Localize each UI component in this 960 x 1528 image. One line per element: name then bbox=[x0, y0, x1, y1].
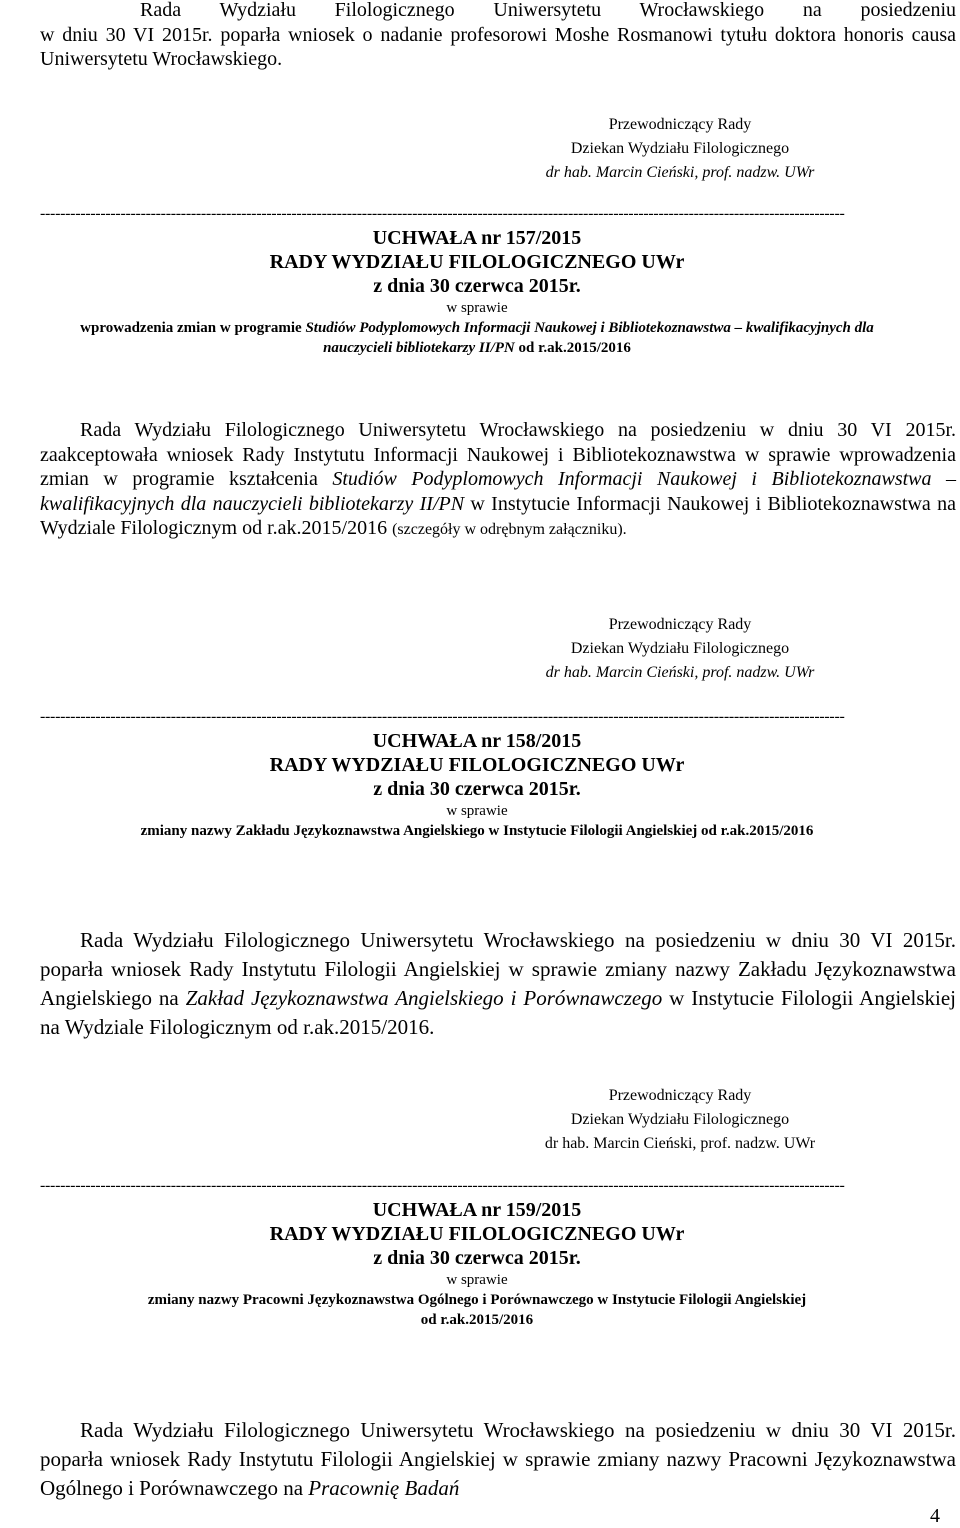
resolution-subject-cont: od r.ak.2015/2016 bbox=[420, 1312, 534, 1328]
resolution-number: UCHWAŁA nr 159/2015 bbox=[372, 1199, 582, 1221]
signature-name: dr hab. Marcin Cieński, prof. nadzw. UWr bbox=[545, 664, 815, 681]
council-name: RADY WYDZIAŁU FILOLOGICZNEGO UWr bbox=[269, 251, 685, 273]
resolution-number: UCHWAŁA nr 157/2015 bbox=[372, 227, 582, 249]
resolution-subject: wprowadzenia zmian w programie Studiów Podyplomowych Informacji Naukowej i Bibliotekoznawstwa – kwalifikacyjnych dla nauczycieli bibliotekarzy II/PN od r.ak.2015/2016 bbox=[80, 320, 874, 356]
in-case-label: w sprawie bbox=[446, 1272, 508, 1288]
intro-text-cont: w dniu 30 VI 2015r. poparła wniosek o nadanie profesorowi Moshe Rosmanowi tytułu doktora honoris causa Uniwersytetu Wrocławskiego. bbox=[40, 23, 956, 70]
resolution-157-header bbox=[40, 226, 914, 358]
resolution-158-body bbox=[40, 926, 956, 1042]
resolution-159-body bbox=[40, 1416, 956, 1503]
intro-paragraph bbox=[40, 0, 956, 72]
signature-block bbox=[500, 613, 860, 685]
resolution-158-text: Rada Wydziału Filologicznego Uniwersytetu Wrocławskiego na posiedzeniu w dniu 30 VI 2015r. poparła wniosek Rady Instytutu Filologii Angielskiej w sprawie zmiany nazwy Zakładu Językoznawstwa Angielskiego na Zakład Językoznawstwa Angielskiego i Porównawczego w Instytucie Filologii Angielskiej na Wydziale Filologicznym od r.ak.2015/2016. bbox=[40, 928, 956, 1039]
resolution-subject: zmiany nazwy Zakładu Językoznawstwa Angielskiego w Instytucie Filologii Angielskiej od r.ak.2015/2016 bbox=[140, 823, 814, 839]
signature-block bbox=[500, 113, 860, 185]
in-case-label: w sprawie bbox=[446, 803, 508, 819]
signature-name: dr hab. Marcin Cieński, prof. nadzw. UWr bbox=[545, 164, 815, 181]
resolution-157-text: Rada Wydziału Filologicznego Uniwersytetu Wrocławskiego na posiedzeniu w dniu 30 VI 2015r. zaakceptowała wniosek Rady Instytutu Informacji Naukowej i Bibliotekoznawstwa w sprawie wprowadzenia zmian w programie kształcenia Studiów Podyplomowych Informacji Naukowej i Bibliotekoznawstwa – kwalifikacyjnych dla nauczycieli bibliotekarzy II/PN w Instytucie Informacji Naukowej i Bibliotekoznawstwa na Wydziale Filologicznym od r.ak.2015/2016 (szczegóły w odrębnym załączniku). bbox=[40, 419, 956, 539]
resolution-158-header bbox=[40, 729, 914, 841]
resolution-date: z dnia 30 czerwca 2015r. bbox=[373, 778, 581, 800]
signature-role: Przewodniczący Rady bbox=[608, 616, 752, 633]
separator-line: ---------------------------------------------------------------------------------------------------------------------------------------------------------------- bbox=[40, 708, 845, 725]
separator-line: ---------------------------------------------------------------------------------------------------------------------------------------------------------------- bbox=[40, 1177, 845, 1194]
intro-text: Rada Wydziału Filologicznego Uniwersytetu Wrocławskiego na posiedzeniu bbox=[140, 0, 956, 21]
signature-title: Dziekan Wydziału Filologicznego bbox=[570, 1111, 790, 1128]
signature-role: Przewodniczący Rady bbox=[608, 116, 752, 133]
council-name: RADY WYDZIAŁU FILOLOGICZNEGO UWr bbox=[269, 754, 685, 776]
resolution-date: z dnia 30 czerwca 2015r. bbox=[373, 1247, 581, 1269]
separator-line: ---------------------------------------------------------------------------------------------------------------------------------------------------------------- bbox=[40, 205, 845, 222]
resolution-159-text: Rada Wydziału Filologicznego Uniwersytetu Wrocławskiego na posiedzeniu w dniu 30 VI 2015r. poparła wniosek Rady Instytutu Filologii Angielskiej w sprawie zmiany nazwy Pracowni Językoznawstwa Ogólnego i Porównawczego na Pracownię Badań bbox=[40, 1418, 956, 1500]
resolution-date: z dnia 30 czerwca 2015r. bbox=[373, 275, 581, 297]
page-number: 4 bbox=[930, 1505, 940, 1527]
signature-block bbox=[500, 1084, 860, 1156]
resolution-number: UCHWAŁA nr 158/2015 bbox=[372, 730, 582, 752]
signature-role: Przewodniczący Rady bbox=[608, 1087, 752, 1104]
signature-title: Dziekan Wydziału Filologicznego bbox=[570, 140, 790, 157]
resolution-subject: zmiany nazwy Pracowni Językoznawstwa Ogólnego i Porównawczego w Instytucie Filologii Angielskiej bbox=[147, 1292, 807, 1308]
signature-name: dr hab. Marcin Cieński, prof. nadzw. UWr bbox=[544, 1135, 816, 1152]
signature-title: Dziekan Wydziału Filologicznego bbox=[570, 640, 790, 657]
in-case-label: w sprawie bbox=[446, 300, 508, 316]
resolution-159-header bbox=[40, 1198, 914, 1330]
council-name: RADY WYDZIAŁU FILOLOGICZNEGO UWr bbox=[269, 1223, 685, 1245]
resolution-157-body bbox=[40, 418, 956, 543]
